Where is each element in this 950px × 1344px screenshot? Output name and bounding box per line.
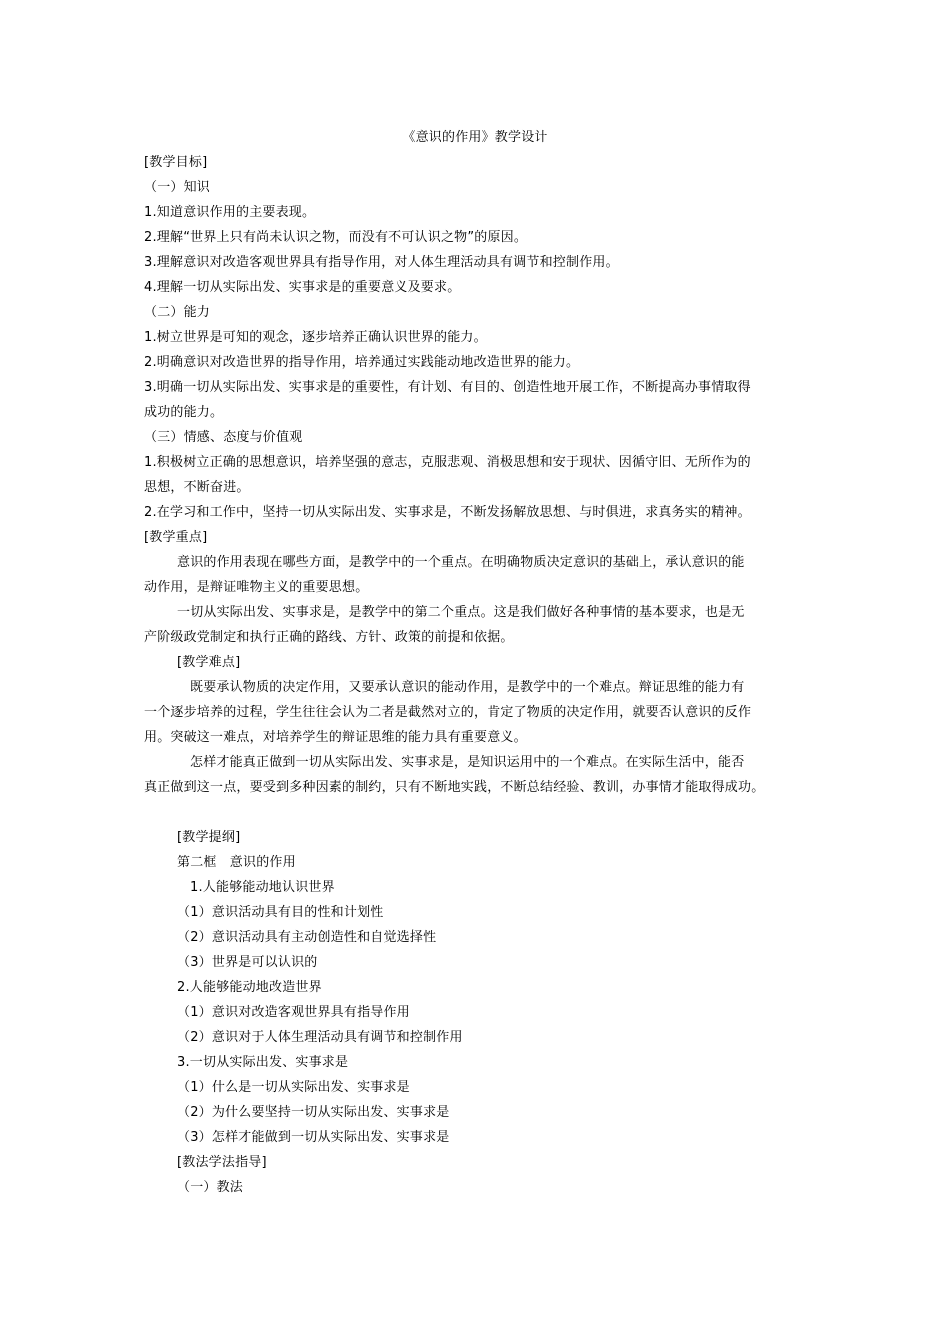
- difficulties-line: 怎样才能真正做到一切从实际出发、实事求是，是知识运用中的一个难点。在实际生活中，能否: [190, 755, 745, 770]
- subsection-heading-values: （三）情感、态度与价值观: [144, 430, 303, 445]
- section-heading-objectives: [教学目标]: [144, 155, 208, 170]
- section-heading-outline: [教学提纲]: [177, 830, 241, 845]
- key-points-line: 意识的作用表现在哪些方面，是教学中的一个重点。在明确物质决定意识的基础上，承认意识的能: [177, 555, 745, 570]
- outline-frame-title: 第二框 意识的作用: [177, 855, 296, 870]
- outline-item: 2.人能够能动地改造世界: [177, 980, 322, 995]
- difficulties-line: 用。突破这一难点，对培养学生的辩证思维的能力具有重要意义。: [144, 730, 527, 745]
- document-title: 《意识的作用》教学设计: [402, 130, 548, 145]
- subsection-heading-ability: （二）能力: [144, 305, 211, 320]
- values-item: 思想，不断奋进。: [144, 480, 250, 495]
- section-heading-methods: [教法学法指导]: [177, 1155, 267, 1170]
- outline-item: （2）意识对于人体生理活动具有调节和控制作用: [177, 1030, 463, 1045]
- difficulties-line: 一个逐步培养的过程，学生往往会认为二者是截然对立的，肯定了物质的决定作用，就要否认意识的反作: [144, 705, 752, 720]
- knowledge-item: 3.理解意识对改造客观世界具有指导作用，对人体生理活动具有调节和控制作用。: [144, 255, 619, 270]
- ability-item: 2.明确意识对改造世界的指导作用，培养通过实践能动地改造世界的能力。: [144, 355, 580, 370]
- outline-item: 1.人能够能动地认识世界: [190, 880, 335, 895]
- knowledge-item: 1.知道意识作用的主要表现。: [144, 205, 316, 220]
- key-points-line: 产阶级政党制定和执行正确的路线、方针、政策的前提和依据。: [144, 630, 514, 645]
- key-points-line: 动作用，是辩证唯物主义的重要思想。: [144, 580, 369, 595]
- section-heading-difficulties: [教学难点]: [177, 655, 241, 670]
- outline-item: 3.一切从实际出发、实事求是: [177, 1055, 349, 1070]
- ability-item: 1.树立世界是可知的观念，逐步培养正确认识世界的能力。: [144, 330, 487, 345]
- section-heading-key-points: [教学重点]: [144, 530, 208, 545]
- difficulties-line: 真正做到这一点，要受到多种因素的制约，只有不断地实践，不断总结经验、教训，办事情才能取得成功。: [144, 780, 765, 795]
- outline-item: （2）意识活动具有主动创造性和自觉选择性: [177, 930, 437, 945]
- key-points-line: 一切从实际出发、实事求是，是教学中的第二个重点。这是我们做好各种事情的基本要求，也是无: [177, 605, 745, 620]
- values-item: 2.在学习和工作中，坚持一切从实际出发、实事求是，不断发扬解放思想、与时俱进，求真务实的精神。: [144, 505, 751, 520]
- ability-item: 3.明确一切从实际出发、实事求是的重要性，有计划、有目的、创造性地开展工作，不断提高办事情取得: [144, 380, 751, 395]
- knowledge-item: 4.理解一切从实际出发、实事求是的重要意义及要求。: [144, 280, 461, 295]
- outline-item: （3）世界是可以认识的: [177, 955, 318, 970]
- outline-item: （1）意识活动具有目的性和计划性: [177, 905, 384, 920]
- ability-item: 成功的能力。: [144, 405, 224, 420]
- subsection-heading-knowledge: （一）知识: [144, 180, 211, 195]
- outline-item: （3）怎样才能做到一切从实际出发、实事求是: [177, 1130, 450, 1145]
- outline-item: （2）为什么要坚持一切从实际出发、实事求是: [177, 1105, 450, 1120]
- outline-item: （1）什么是一切从实际出发、实事求是: [177, 1080, 410, 1095]
- methods-subheading: （一）教法: [177, 1180, 244, 1195]
- knowledge-item: 2.理解“世界上只有尚未认识之物，而没有不可认识之物”的原因。: [144, 230, 528, 245]
- outline-item: （1）意识对改造客观世界具有指导作用: [177, 1005, 410, 1020]
- difficulties-line: 既要承认物质的决定作用，又要承认意识的能动作用，是教学中的一个难点。辩证思维的能力有: [190, 680, 745, 695]
- values-item: 1.积极树立正确的思想意识，培养坚强的意志，克服悲观、消极思想和安于现状、因循守旧、无所作为的: [144, 455, 751, 470]
